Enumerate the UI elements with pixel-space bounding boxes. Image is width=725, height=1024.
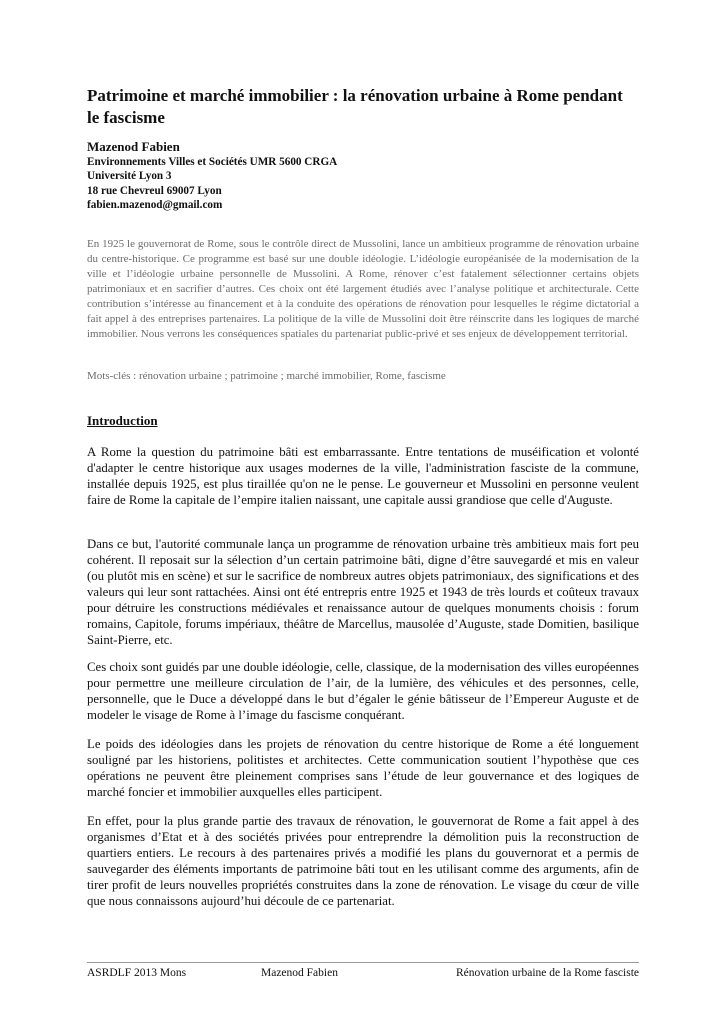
paper-title: Patrimoine et marché immobilier : la rénovation urbaine à Rome pendant le fascisme [87, 86, 623, 127]
affiliation-university: Université Lyon 3 [87, 170, 172, 183]
body-paragraph: En effet, pour la plus grande partie des travaux de rénovation, le gouvernorat de Rome a fait appel à des organismes d’Etat et à des sociétés privées pour entreprendre la démolition puis la reconstruction de quartiers entiers. Le recours à des partenaires privés a modifié les plans du gouvernorat et a permis de sauvegarder des éléments importants de patrimoine bâti tout en les utilisant comme des arguments, afin de tirer profit de leurs nouvelles propriétés construites dans la zone de rénovation. Le visage du cœur de ville que nous connaissons aujourd’hui découle de ce partenariat. [87, 814, 639, 908]
keywords: Mots-clés : rénovation urbaine ; patrimoine ; marché immobilier, Rome, fascisme [87, 370, 446, 382]
body-paragraph: Ces choix sont guidés par une double idéologie, celle, classique, de la modernisation des villes européennes pour permettre une meilleure circulation de l’air, de la lumière, des véhicules et des personnes, celle, personnelle, que le Duce a développé dans le but d’égaler le génie bâtisseur de l’Empereur Auguste et de modeler le visage de Rome à l’image du fascisme conquérant. [87, 660, 639, 722]
footer-short-title: Rénovation urbaine de la Rome fasciste [456, 967, 639, 979]
footer-divider [87, 962, 639, 963]
body-paragraph: Le poids des idéologies dans les projets de rénovation du centre historique de Rome a été longuement souligné par les historiens, politistes et architectes. Cette communication soutient l’hypothèse que ces opérations ne peuvent être pleinement comprises sans l’étude de leur gouvernance et des logiques de marché foncier et immobilier auxquelles elles participent. [87, 737, 639, 799]
author-affiliation [87, 155, 337, 213]
body-paragraph: A Rome la question du patrimoine bâti est embarrassante. Entre tentations de muséification et volonté d'adapter le centre historique aux usages modernes de la ville, l'administration fasciste de la commune, installée depuis 1925, est plus tiraillée qu'on ne le pense. Le gouverneur et Mussolini en personne veulent faire de Rome la capitale de l’empire italien naissant, une capitale aussi grandiose que celle d'Auguste. [87, 445, 639, 507]
section-heading-introduction: Introduction [87, 413, 158, 428]
author-email: fabien.mazenod@gmail.com [87, 199, 223, 212]
footer-author: Mazenod Fabien [261, 967, 338, 979]
affiliation-address: 18 rue Chevreul 69007 Lyon [87, 184, 222, 197]
author-name: Mazenod Fabien [87, 139, 180, 154]
body-paragraph: Dans ce but, l'autorité communale lança un programme de rénovation urbaine très ambitieux mais fort peu cohérent. Il reposait sur la sélection d’un certain patrimoine bâti, digne d’être sauvegardé et mis en valeur (ou plutôt mis en scène) et sur le sacrifice de nombreux autres objets patrimoniaux, des significations et des valeurs qui leur sont rattachées. Ainsi ont été entrepris entre 1925 et 1943 de très lourds et coûteux travaux pour détruire les constructions médiévales et renaissance autour de quelques monuments choisis : forum romains, Capitole, forums impériaux, théâtre de Marcellus, mausolée d’Auguste, stade Domitien, basilique Saint-Pierre, etc. [87, 537, 639, 647]
abstract: En 1925 le gouvernorat de Rome, sous le contrôle direct de Mussolini, lance un ambitieux programme de rénovation urbaine du centre-historique. Ce programme est basé sur une double idéologie. L’idéologie européanisée de la modernisation de la ville et l’idéologie urbaine personnelle de Mussolini. A Rome, rénover c’est fatalement sélectionner certains objets patrimoniaux et en sacrifier d’autres. Ces choix ont été largement étudiés avec l’analyse politique et architecturale. Cette contribution s’intéresse au financement et à la conduite des opérations de rénovation pour lesquelles le régime dictatorial a fait appel à des entreprises partenaires. La politique de la ville de Mussolini doit être réinscrite dans les logiques de marché immobilier. Nous verrons les conséquences spatiales du partenariat public-privé et ses enjeux de développement territorial. [87, 238, 639, 340]
footer-conference: ASRDLF 2013 Mons [87, 967, 187, 979]
affiliation-lab: Environnements Villes et Sociétés UMR 5600 CRGA [87, 156, 338, 168]
